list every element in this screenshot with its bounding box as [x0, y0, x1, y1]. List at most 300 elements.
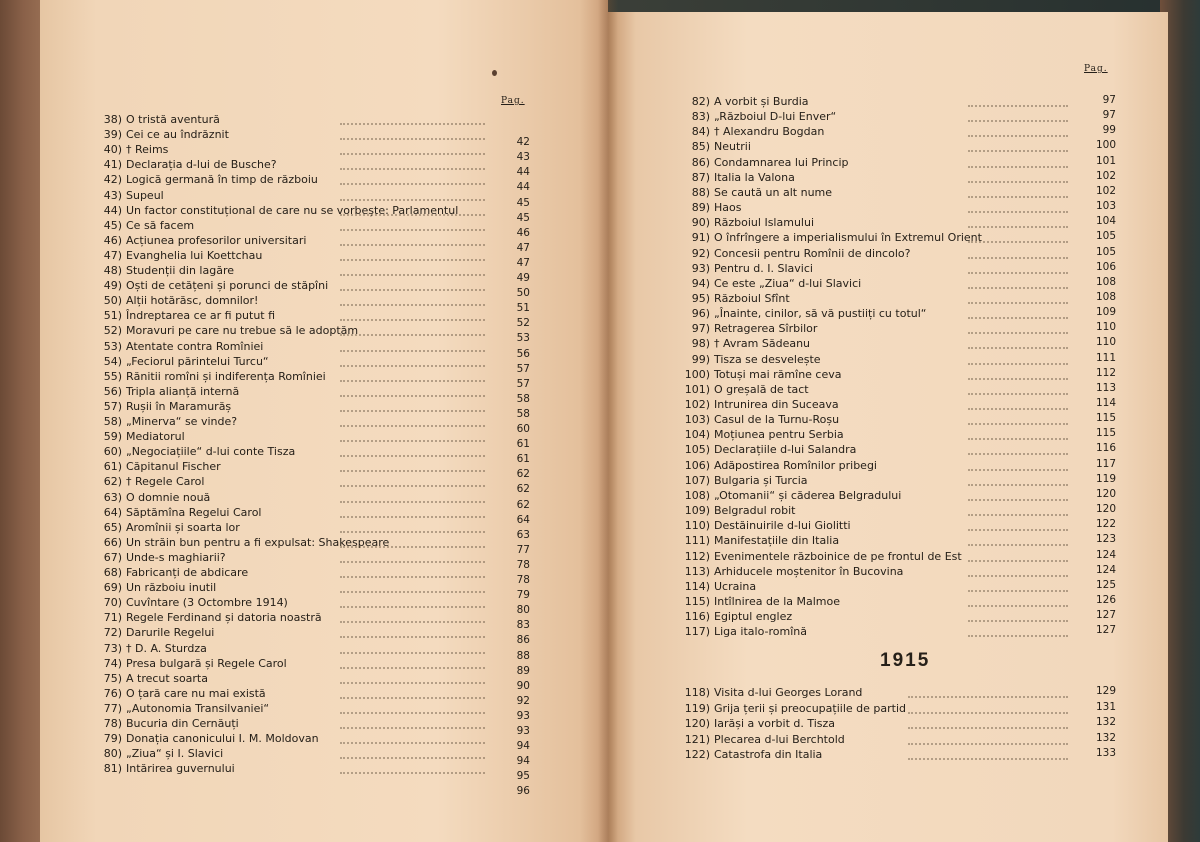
toc-entry-title: Arhiducele moștenitor în Bucovina [714, 564, 904, 578]
toc-page-number: 57 [516, 362, 530, 375]
toc-page-number: 79 [516, 589, 530, 602]
toc-entry [664, 124, 824, 139]
toc-entry-title: † D. A. Sturdza [126, 641, 207, 655]
toc-page-number: 89 [516, 664, 530, 677]
toc-page-number: 100 [1095, 139, 1116, 152]
toc-page-number: 52 [516, 317, 530, 330]
toc-entry [92, 429, 185, 444]
toc-entry [92, 656, 287, 671]
toc-entry [664, 732, 845, 747]
toc-page-number: 83 [516, 619, 530, 632]
toc-page-number: 62 [516, 498, 530, 511]
toc-entry [92, 339, 263, 354]
toc-entry [92, 490, 210, 505]
toc-page-number: 120 [1095, 503, 1116, 516]
toc-entry [92, 701, 269, 716]
toc-page-number: 122 [1095, 518, 1116, 531]
toc-page-number: 45 [516, 211, 530, 224]
ink-blot [492, 70, 497, 76]
toc-entry-number: 70) [103, 596, 122, 610]
toc-page-number: 96 [516, 785, 530, 798]
toc-entry-title: Atentate contra Romîniei [126, 339, 264, 353]
toc-entry-title: „Feciorul părintelui Turcu“ [126, 354, 269, 368]
toc-entry-number: 60) [103, 445, 122, 459]
toc-page-number: 133 [1095, 747, 1116, 760]
toc-page-number: 104 [1095, 215, 1116, 228]
toc-entry [92, 112, 220, 127]
toc-entry-number: 45) [103, 218, 122, 232]
toc-entry-number: 121) [684, 732, 710, 746]
toc-entry [92, 686, 266, 701]
toc-page-number: 119 [1095, 472, 1116, 485]
toc-page-number: 78 [516, 574, 530, 586]
toc-page-number: 108 [1095, 275, 1116, 288]
toc-entry-title: Supeul [126, 188, 164, 202]
toc-entry-number: 41) [103, 158, 122, 172]
toc-page-number: 110 [1095, 321, 1116, 334]
toc-page-number: 62 [516, 468, 530, 481]
toc-page-number: 117 [1095, 457, 1116, 470]
dot-leader [908, 743, 1068, 760]
toc-entry [92, 610, 322, 625]
toc-entry-number: 69) [103, 581, 122, 595]
toc-entry [664, 412, 839, 427]
toc-entry-number: 73) [103, 641, 122, 655]
toc-page-number: 88 [516, 649, 530, 662]
toc-entry-number: 97) [691, 322, 710, 336]
toc-entry-number: 84) [691, 125, 710, 139]
toc-entry [92, 595, 288, 610]
toc-entry-number: 47) [103, 248, 122, 262]
toc-page-number: 42 [516, 136, 530, 149]
toc-entry [92, 218, 194, 233]
toc-entry [92, 278, 328, 293]
toc-entry-title: Casul de la Turnu-Roșu [714, 413, 840, 427]
toc-page-number: 101 [1095, 154, 1116, 167]
toc-page-number: 105 [1095, 230, 1116, 243]
toc-entry [664, 215, 814, 230]
toc-entry-number: 112) [684, 549, 710, 563]
toc-entry-title: O țară care nu mai există [126, 686, 266, 700]
toc-entry-number: 102) [684, 398, 710, 411]
toc-entry [92, 157, 277, 172]
toc-entry-title: Bucuria din Cernăuți [126, 717, 239, 730]
toc-entry-number: 71) [103, 611, 122, 625]
toc-entry [92, 263, 234, 278]
toc-entry-number: 80) [103, 747, 122, 761]
toc-entry-number: 63) [103, 490, 122, 504]
toc-entry-title: Evenimentele războinice de pe frontul de Est [714, 549, 962, 563]
toc-page-number: 111 [1095, 351, 1116, 364]
toc-entry-title: Intărirea guvernului [126, 762, 235, 776]
toc-page-number: 56 [516, 347, 530, 360]
toc-entry-title: „Autonomia Transilvaniei“ [126, 701, 270, 715]
toc-entry [664, 382, 809, 397]
toc-entry-title: † Avram Sădeanu [714, 337, 811, 351]
toc-entry-title: Ce să facem [126, 218, 195, 232]
toc-entry-title: Condamnarea lui Princip [714, 155, 849, 169]
toc-page-number: 86 [516, 634, 530, 647]
toc-entry-number: 113) [684, 564, 710, 578]
toc-entry-title: Haos [714, 201, 742, 215]
toc-page-number: 127 [1095, 609, 1116, 622]
toc-entry-title: Neutrii [714, 140, 751, 154]
toc-entry [664, 170, 795, 185]
toc-entry-number: 58) [103, 415, 122, 428]
year-heading: 1915 [880, 650, 931, 671]
toc-entry-title: Un războiu inutil [126, 581, 217, 595]
toc-entry-number: 101) [684, 382, 710, 396]
toc-entry [664, 155, 848, 170]
toc-entry [664, 503, 796, 518]
toc-entry-title: Retragerea Sîrbilor [714, 322, 818, 336]
toc-page-number: 93 [516, 725, 530, 737]
toc-entry-title: Declarațiile d-lui Salandra [714, 443, 857, 457]
dot-leader [340, 757, 485, 774]
toc-entry-title: Bulgaria și Turcia [714, 473, 808, 487]
toc-entry-number: 106) [684, 458, 710, 472]
toc-entry [664, 716, 835, 731]
toc-entry-title: Catastrofa din Italia [714, 748, 823, 762]
toc-page-number: 47 [516, 256, 530, 269]
toc-entry-title: Concesii pentru Romînii de dincolo? [714, 246, 911, 260]
toc-entry-number: 85) [691, 140, 710, 154]
toc-entry-title: † Alexandru Bogdan [714, 125, 825, 139]
toc-page-number: 94 [516, 755, 530, 768]
dot-leader [908, 697, 1068, 714]
toc-entry-title: Un factor constituțional de care nu se vorbește: Parlamentul [126, 203, 459, 217]
right-pag-label: Pag. [1084, 64, 1108, 74]
book-gutter [598, 0, 618, 842]
toc-page-number: 105 [1095, 245, 1116, 258]
toc-entry-title: Evanghelia lui Koettchau [126, 248, 263, 262]
toc-entry-title: „Otomanii“ și căderea Belgradului [714, 488, 902, 502]
toc-page-number: 99 [1102, 124, 1116, 137]
toc-entry-title: Aromînii și soarta lor [126, 520, 240, 534]
toc-page-number: 51 [516, 302, 530, 315]
toc-entry-title: Regele Ferdinand și datoria noastră [126, 611, 322, 625]
toc-entry-number: 79) [103, 732, 122, 746]
toc-entry [92, 474, 204, 489]
toc-entry-number: 104) [684, 428, 710, 442]
toc-entry [664, 185, 832, 200]
toc-entry-number: 53) [103, 339, 122, 353]
toc-entry [664, 488, 901, 503]
toc-entry-title: Manifestațiile din Italia [714, 534, 840, 548]
toc-page-number: 126 [1095, 593, 1116, 606]
toc-entry [664, 594, 840, 609]
toc-entry [664, 609, 792, 624]
toc-entry-number: 115) [684, 594, 710, 608]
toc-entry [92, 520, 240, 535]
toc-entry-number: 94) [691, 276, 710, 290]
toc-entry-number: 64) [103, 505, 122, 519]
toc-entry [92, 354, 269, 369]
toc-entry-number: 82) [691, 95, 710, 108]
toc-entry-number: 49) [103, 279, 122, 293]
toc-entry [92, 369, 326, 384]
toc-page-number: 53 [516, 332, 530, 345]
toc-entry-number: 99) [691, 352, 710, 366]
toc-entry-number: 93) [691, 261, 710, 275]
toc-entry [92, 505, 261, 520]
toc-entry-title: Intrunirea din Suceava [714, 398, 839, 411]
toc-entry-number: 88) [691, 185, 710, 199]
toc-entry [92, 716, 239, 731]
toc-entry [92, 671, 208, 686]
toc-entry-title: Căpitanul Fischer [126, 460, 221, 474]
toc-entry [92, 641, 207, 656]
toc-page-number: 115 [1095, 427, 1116, 440]
toc-entry-title: „Minerva“ se vinde? [126, 415, 238, 428]
toc-page-number: 115 [1095, 412, 1116, 425]
toc-page-number: 123 [1095, 533, 1116, 546]
toc-page-number: 112 [1095, 366, 1116, 379]
toc-entry-number: 66) [103, 535, 122, 549]
toc-page-number: 62 [516, 483, 530, 496]
toc-page-number: 113 [1095, 381, 1116, 394]
toc-entry-number: 105) [684, 443, 710, 457]
toc-entry-title: Războiul Islamului [714, 216, 814, 230]
toc-entry-title: Tisza se desvelește [714, 352, 821, 366]
toc-entry-title: Cuvîntare (3 Octombre 1914) [126, 596, 288, 610]
toc-entry-number: 100) [684, 367, 710, 381]
toc-entry-title: Belgradul robit [714, 504, 796, 518]
toc-entry-number: 108) [684, 488, 710, 502]
toc-entry [664, 230, 982, 245]
toc-entry [664, 397, 839, 412]
toc-entry-title: Iarăși a vorbit d. Tisza [714, 717, 836, 731]
toc-page-number: 90 [516, 679, 530, 692]
toc-entry [664, 276, 861, 291]
dot-leader [908, 712, 1068, 729]
toc-entry-number: 74) [103, 656, 122, 670]
toc-entry-title: † Reims [126, 143, 169, 157]
toc-page-number: 132 [1095, 731, 1116, 744]
toc-entry [664, 94, 809, 109]
toc-entry-title: Pentru d. I. Slavici [714, 261, 813, 275]
toc-entry-number: 95) [691, 291, 710, 305]
toc-page-number: 94 [516, 740, 530, 753]
toc-entry-number: 68) [103, 566, 122, 579]
toc-entry-title: Plecarea d-lui Berchtold [714, 732, 845, 746]
toc-entry-title: Declarația d-lui de Busche? [126, 158, 277, 172]
toc-entry-number: 107) [684, 473, 710, 487]
toc-entry [92, 414, 237, 429]
toc-entry [664, 321, 817, 336]
toc-entry-number: 39) [103, 128, 122, 142]
toc-entry-number: 38) [103, 113, 122, 126]
toc-entry [92, 565, 248, 580]
toc-entry-number: 72) [103, 626, 122, 640]
toc-entry-number: 81) [103, 762, 122, 776]
toc-entry-title: Cei ce au îndrăznit [126, 128, 229, 142]
toc-entry-title: O tristă aventură [126, 113, 220, 126]
toc-entry [664, 336, 810, 351]
toc-page-number: 64 [516, 513, 530, 526]
toc-page-number: 93 [516, 709, 530, 722]
toc-entry-number: 51) [103, 309, 122, 323]
toc-page-number: 44 [516, 166, 530, 179]
toc-entry-number: 86) [691, 155, 710, 169]
toc-entry [664, 747, 822, 762]
toc-entry-number: 55) [103, 369, 122, 383]
toc-page-number: 109 [1095, 306, 1116, 319]
toc-page-number: 97 [1102, 94, 1116, 106]
toc-entry-number: 59) [103, 430, 122, 444]
toc-entry-title: Ucraina [714, 579, 757, 593]
toc-entry-title: O greșală de tact [714, 382, 809, 396]
toc-entry-title: Mediatorul [126, 430, 185, 444]
toc-entry-title: „Negociațiile“ d-lui conte Tisza [126, 445, 296, 459]
toc-page-number: 49 [516, 272, 530, 284]
toc-page-number: 44 [516, 181, 530, 194]
toc-entry-title: Tripla alianță internă [126, 384, 240, 398]
toc-entry-number: 62) [103, 475, 122, 489]
toc-entry [92, 731, 319, 746]
toc-entry-title: Egiptul englez [714, 610, 793, 624]
toc-entry-number: 98) [691, 337, 710, 351]
toc-entry [664, 701, 906, 716]
toc-entry-number: 111) [684, 534, 710, 548]
toc-page-number: 57 [516, 377, 530, 390]
toc-page-number: 103 [1095, 200, 1116, 213]
toc-page-number: 106 [1095, 260, 1116, 273]
toc-entry-number: 114) [684, 579, 710, 593]
toc-entry-title: „Înainte, cinilor, să vă pustiiți cu totul“ [714, 307, 927, 321]
left-pag-label: Pag. [501, 96, 525, 106]
toc-entry-title: Se caută un alt nume [714, 185, 833, 199]
toc-entry [664, 352, 821, 367]
toc-page-number: 77 [516, 543, 530, 556]
toc-entry-title: Grija țerii și preocupațiile de partid [714, 701, 906, 715]
toc-entry [92, 384, 239, 399]
toc-entry-title: Războiul Sfînt [714, 291, 790, 305]
toc-entry-number: 119) [684, 701, 710, 715]
toc-entry-number: 67) [103, 550, 122, 564]
toc-entry-number: 61) [103, 460, 122, 474]
toc-entry [92, 550, 226, 565]
toc-entry-number: 40) [103, 143, 122, 157]
toc-entry-number: 118) [684, 686, 710, 699]
toc-entry-number: 76) [103, 686, 122, 700]
toc-entry-number: 92) [691, 246, 710, 260]
toc-entry-number: 122) [684, 748, 710, 762]
toc-page-number: 80 [516, 604, 530, 617]
toc-entry-number: 83) [691, 110, 710, 124]
toc-page-number: 97 [1102, 109, 1116, 122]
toc-entry-number: 77) [103, 701, 122, 715]
toc-page-number: 50 [516, 287, 530, 300]
toc-page-number: 120 [1095, 487, 1116, 500]
toc-entry-title: Moțiunea pentru Serbia [714, 428, 844, 442]
toc-entry-title: Visita d-lui Georges Lorand [714, 686, 863, 699]
toc-entry [664, 261, 813, 276]
toc-entry-title: A trecut soarta [126, 671, 208, 685]
toc-entry-title: Darurile Regelui [126, 626, 215, 640]
toc-page-number: 132 [1095, 716, 1116, 729]
toc-entry-title: Rănitii romîni și indiferența Romîniei [126, 369, 326, 383]
toc-entry-number: 46) [103, 233, 122, 247]
toc-entry-title: Fabricanți de abdicare [126, 566, 249, 579]
toc-page-number: 124 [1095, 563, 1116, 576]
toc-entry-title: Moravuri pe care nu trebue să le adoptăm [126, 324, 359, 338]
toc-page-number: 78 [516, 558, 530, 571]
toc-entry-number: 75) [103, 671, 122, 685]
toc-entry-title: Ce este „Ziua“ d-lui Slavici [714, 276, 862, 290]
toc-entry-number: 96) [691, 307, 710, 321]
toc-page-number: 47 [516, 241, 530, 254]
toc-entry [92, 625, 214, 640]
toc-page-number: 124 [1095, 548, 1116, 561]
toc-entry [92, 142, 168, 157]
toc-page-number: 58 [516, 392, 530, 405]
toc-entry-number: 43) [103, 188, 122, 202]
toc-entry [664, 564, 903, 579]
toc-page-number: 61 [516, 453, 530, 466]
toc-entry-title: Liga italo-romînă [714, 625, 807, 639]
toc-entry-title: Intîlnirea de la Malmoe [714, 594, 840, 608]
toc-entry [664, 109, 836, 124]
toc-entry-number: 89) [691, 201, 710, 215]
toc-entry [664, 518, 851, 533]
toc-entry-number: 42) [103, 173, 122, 187]
toc-entry-title: A vorbit și Burdia [714, 95, 809, 108]
toc-entry [664, 473, 808, 488]
toc-entry [92, 746, 223, 761]
toc-entry-number: 110) [684, 519, 710, 533]
toc-page-number: 46 [516, 226, 530, 239]
toc-entry-title: Acțiunea profesorilor universitari [126, 233, 307, 247]
toc-entry-number: 50) [103, 294, 122, 308]
toc-entry-title: O domnie nouă [126, 490, 211, 504]
toc-entry [664, 458, 877, 473]
toc-entry-title: Donația canonicului I. M. Moldovan [126, 732, 319, 746]
toc-entry [664, 579, 756, 594]
toc-page-number: 92 [516, 694, 530, 707]
toc-entry [664, 624, 807, 639]
toc-page-number: 43 [516, 151, 530, 164]
dot-leader [908, 728, 1068, 745]
toc-page-number: 102 [1095, 169, 1116, 182]
toc-entry [664, 306, 926, 321]
toc-page-number: 131 [1095, 700, 1116, 713]
toc-page-number: 108 [1095, 290, 1116, 303]
toc-entry-title: Rușii în Maramurăș [126, 399, 232, 413]
toc-entry [664, 549, 962, 564]
toc-entry-number: 78) [103, 717, 122, 730]
toc-page-number: 45 [516, 196, 530, 209]
toc-entry [664, 139, 751, 154]
toc-page-number: 61 [516, 438, 530, 451]
dot-leader [968, 620, 1068, 637]
toc-entry-title: Săptămîna Regelui Carol [126, 505, 262, 519]
toc-page-number: 116 [1095, 442, 1116, 455]
toc-entry [92, 233, 306, 248]
toc-page-number: 58 [516, 407, 530, 420]
toc-entry [92, 459, 221, 474]
dot-leader [908, 681, 1068, 698]
toc-entry-number: 103) [684, 413, 710, 427]
toc-entry-number: 117) [684, 625, 710, 639]
toc-entry-title: Îndreptarea ce ar fi putut fi [126, 309, 276, 323]
toc-entry [92, 444, 295, 459]
toc-entry-title: Presa bulgară și Regele Carol [126, 656, 287, 670]
toc-entry [664, 685, 862, 700]
toc-entry-title: Totuși mai rămîne ceva [714, 367, 842, 381]
toc-entry-title: Studenții din lagăre [126, 264, 234, 277]
toc-entry-number: 52) [103, 324, 122, 338]
